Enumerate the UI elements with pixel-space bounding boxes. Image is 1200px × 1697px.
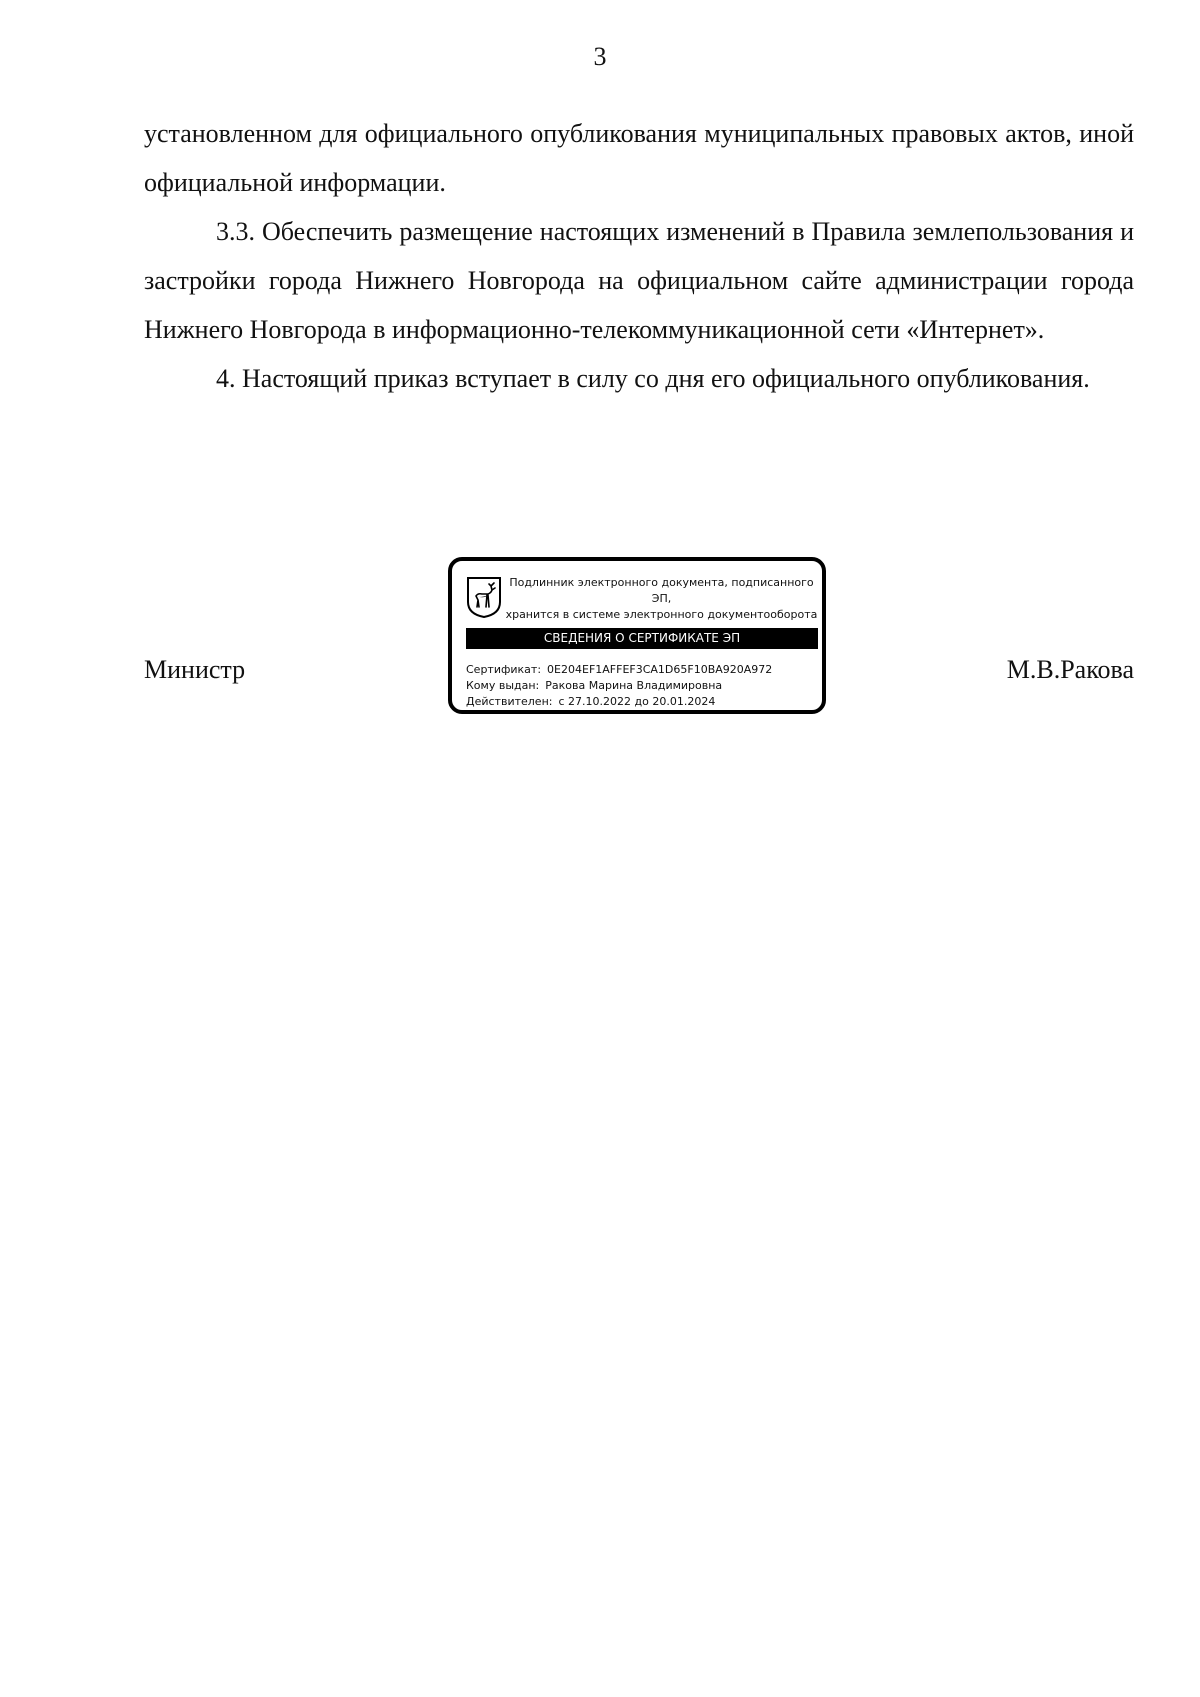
page-number: 3: [593, 42, 607, 71]
issued-to-label: Кому выдан:: [466, 679, 540, 692]
paragraph-continuation: установленном для официального опубликования муниципальных правовых актов, иной официальной информации.: [144, 119, 1134, 197]
stamp-header: [504, 575, 819, 623]
validity-row: [466, 694, 818, 710]
issued-to-row: [466, 678, 818, 694]
validity-label: Действителен:: [466, 695, 553, 708]
paragraph-4: 4. Настоящий приказ вступает в силу со дня его официального опубликования.: [216, 364, 1090, 393]
certificate-label: Сертификат:: [466, 663, 542, 676]
certificate-row: [466, 662, 818, 678]
validity-value: с 27.10.2022 до 20.01.2024: [558, 695, 716, 708]
deer-coat-of-arms-icon: [466, 576, 502, 618]
electronic-signature-stamp: [448, 557, 826, 714]
paragraph-3-3: 3.3. Обеспечить размещение настоящих изменений в Правила землепользования и застройки города Нижнего Новгорода на официальном сайте администрации города Нижнего Новгорода в информационно-телекоммуникационной сети «Интернет».: [144, 217, 1134, 344]
signer-position: Министр: [144, 655, 246, 684]
document-body: [144, 109, 1134, 403]
stamp-header-line-1: Подлинник электронного документа, подписанного ЭП,: [509, 576, 814, 605]
issued-to-value: Ракова Марина Владимировна: [545, 679, 723, 692]
stamp-header-line-2: хранится в системе электронного документооборота: [505, 608, 818, 621]
stamp-certificate-details: [466, 662, 818, 710]
certificate-value: 0E204EF1AFFEF3CA1D65F10BA920A972: [547, 663, 773, 676]
signer-name: М.В.Ракова: [1006, 655, 1134, 684]
stamp-certificate-title-bar: СВЕДЕНИЯ О СЕРТИФИКАТЕ ЭП: [466, 628, 818, 649]
